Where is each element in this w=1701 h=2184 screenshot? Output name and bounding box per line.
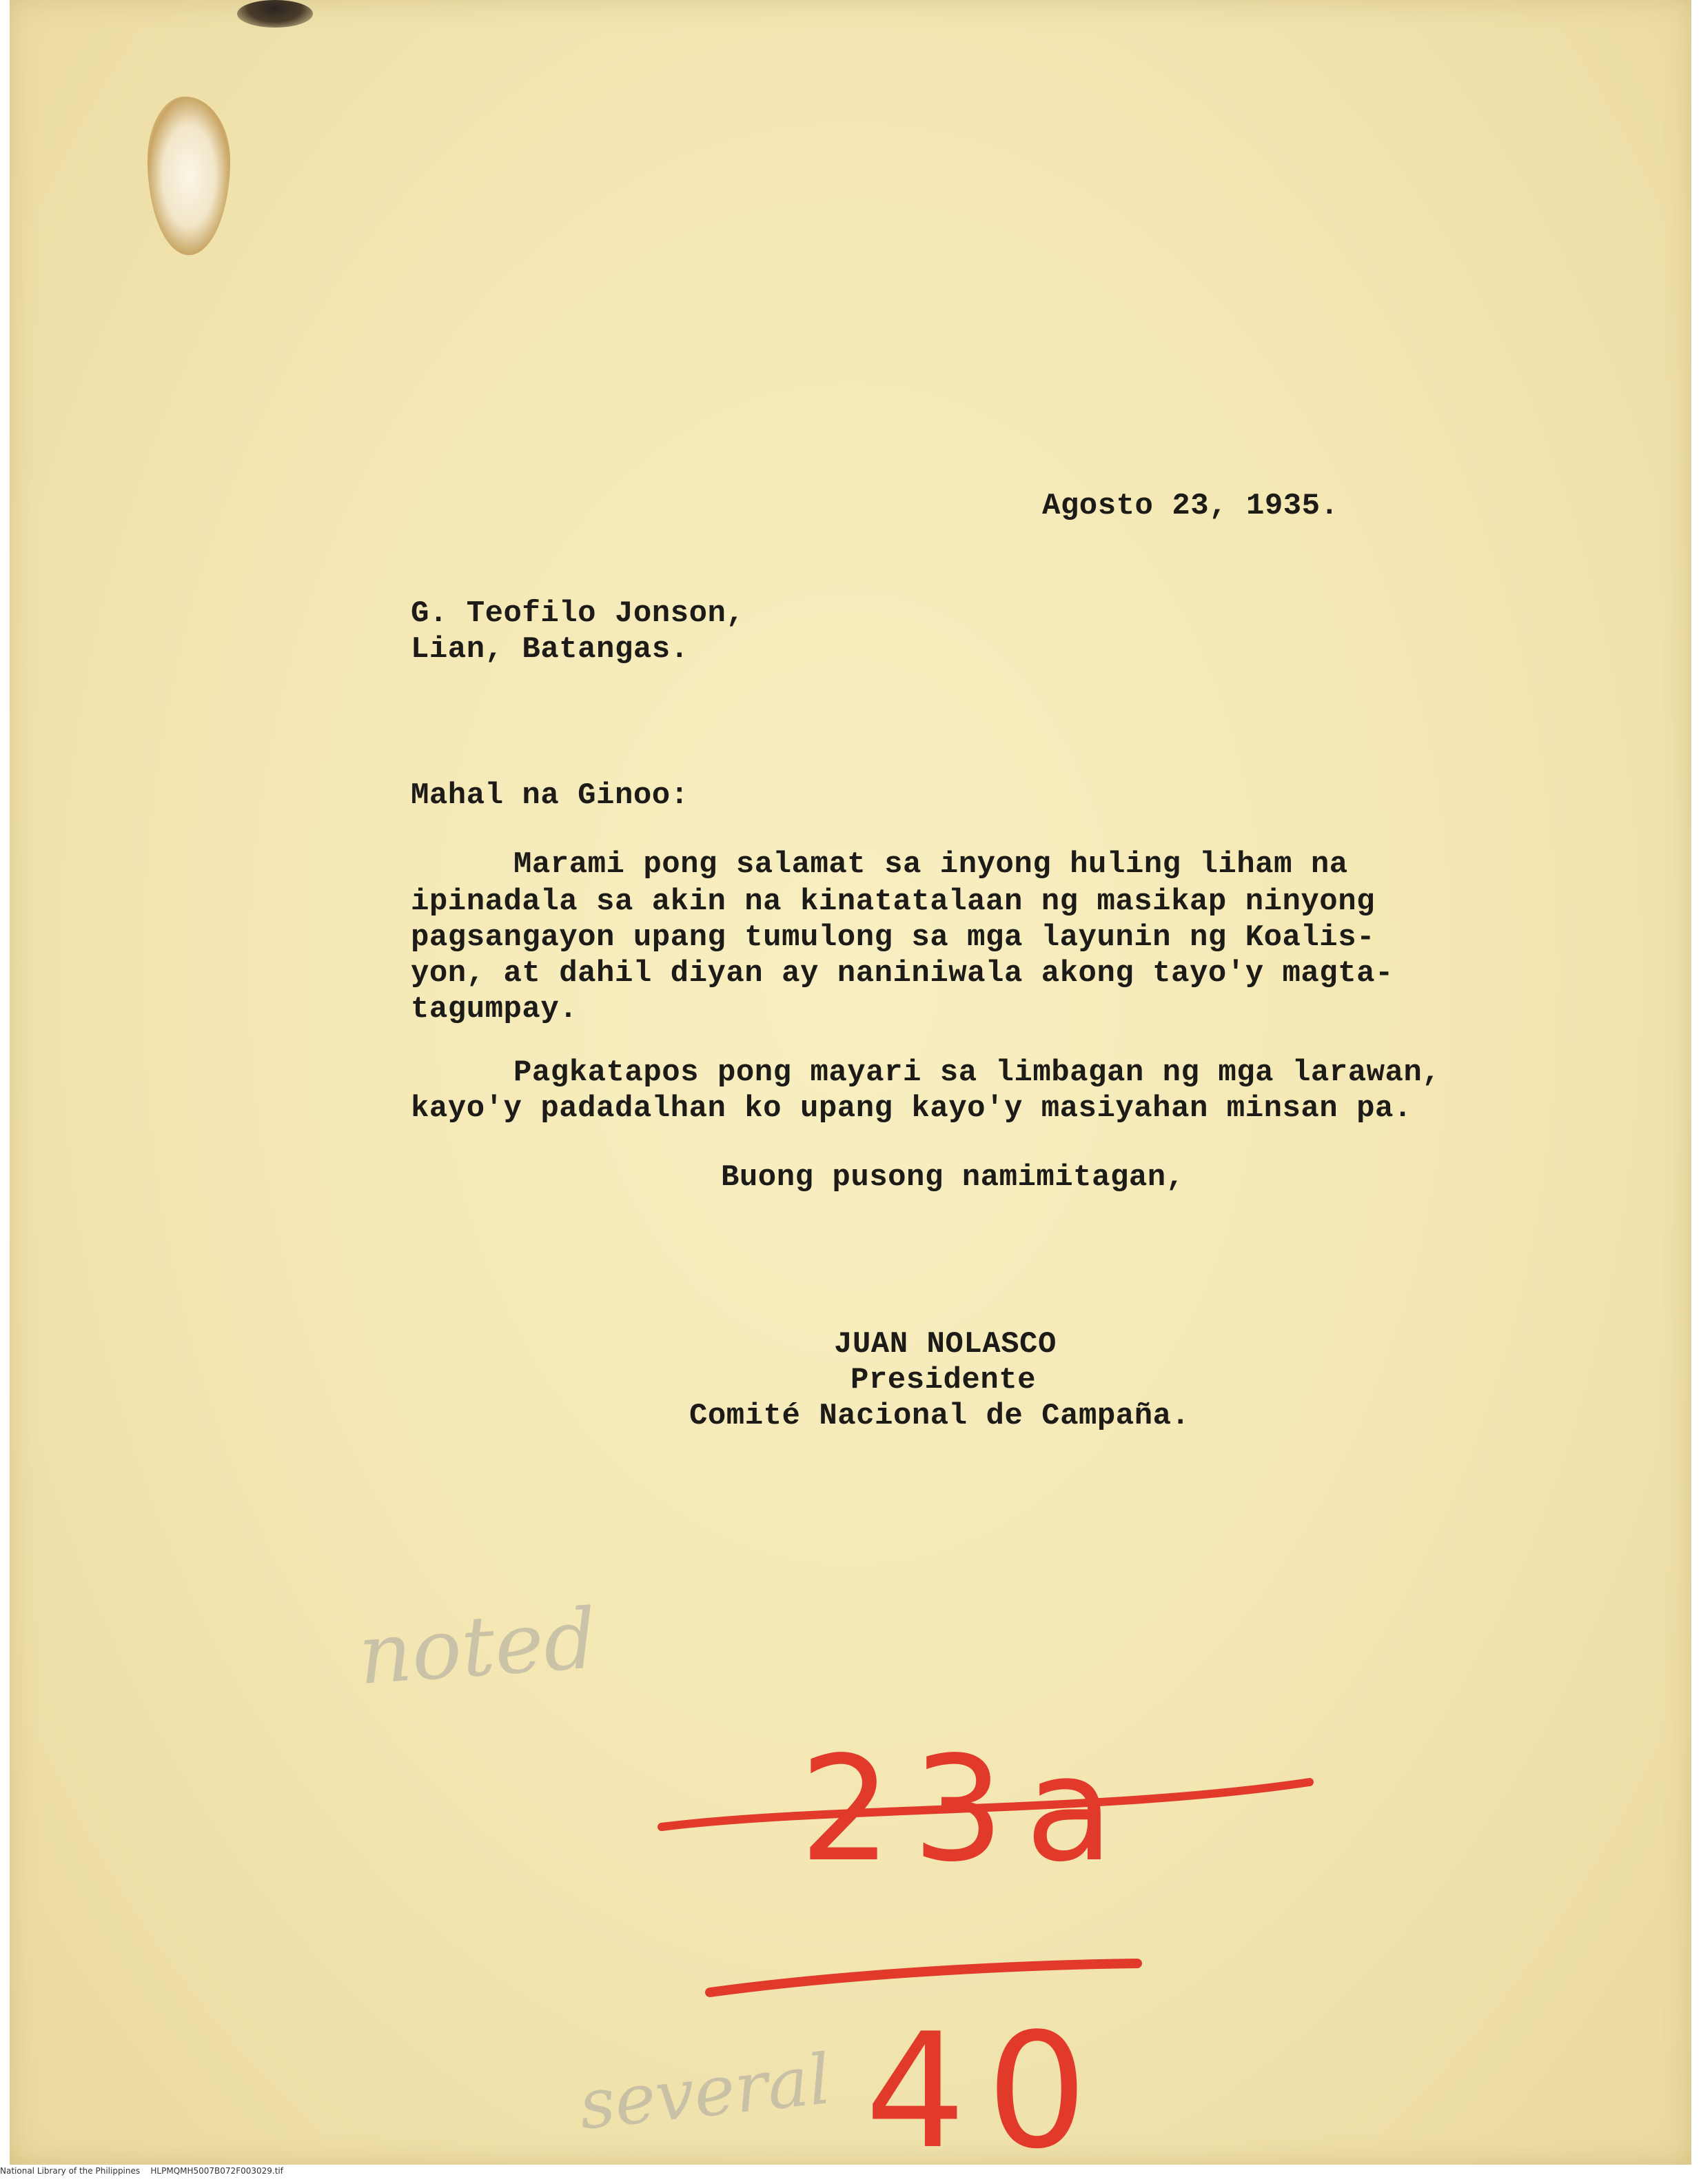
paragraph1-line2: ipinadala sa akin na kinatatalaan ng masikap ninyong [411,884,1376,919]
red-new-number: 40 [865,2000,1108,2184]
paragraph1-line4: yon, at dahil diyan ay naniniwala akong tayo'y magta- [411,956,1394,991]
paragraph1-line1: Marami pong salamat sa inyong huling liham na [513,847,1348,882]
signatory-title: Presidente [850,1363,1037,1397]
pencil-note-several: several [575,2039,835,2145]
paragraph2-line1: Pagkatapos pong mayari sa limbagan ng mga larawan, [513,1055,1441,1090]
recipient-name: G. Teofilo Jonson, [411,596,745,631]
pencil-note-noted: noted [355,1591,600,1703]
strike-through-old-number [662,1782,1310,1827]
paragraph1-line5: tagumpay. [411,992,578,1027]
red-old-number: 23a [799,1725,1134,1894]
letter-date: Agosto 23, 1935. [1042,489,1339,523]
divider-stroke [710,1963,1137,1992]
archive-footer: National Library of the Philippines HLPMQMH5007B072F003029.tif [0,2166,283,2176]
salutation: Mahal na Ginoo: [411,778,689,813]
signatory-organization: Comité Nacional de Campaña. [689,1399,1190,1433]
recipient-address: Lian, Batangas. [411,632,689,667]
paragraph2-line2: kayo'y padadalhan ko upang kayo'y masiyahan minsan pa. [411,1091,1412,1126]
signatory-name: JUAN NOLASCO [834,1327,1057,1362]
paragraph1-line3: pagsangayon upang tumulong sa mga layunin ng Koalis- [411,920,1376,955]
closing: Buong pusong namimitagan, [721,1160,1185,1195]
